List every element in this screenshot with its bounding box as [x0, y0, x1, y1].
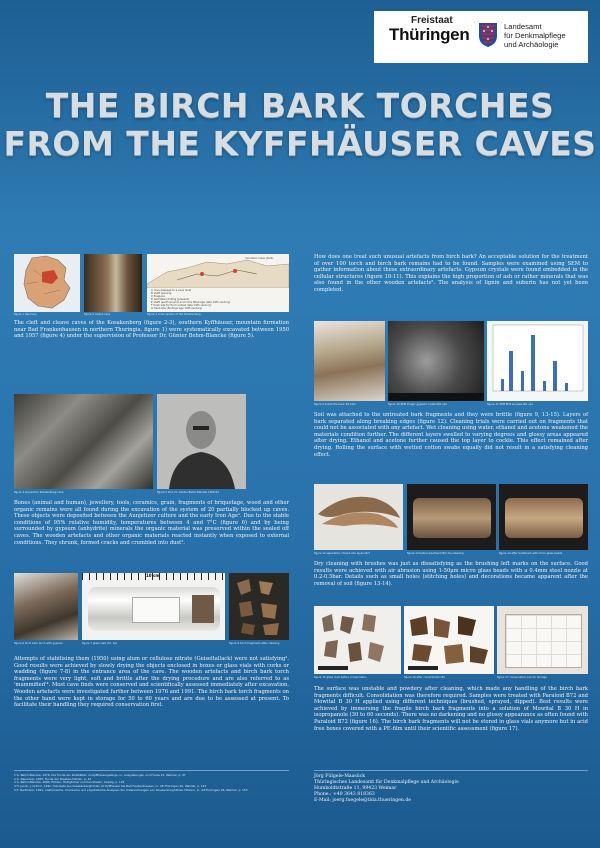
figure-9-caption: figure 9 inside the bark: B2 bark [314, 403, 356, 406]
reference-item: 3 G. Behm-Blancke, 1980, Höhlen, Heiligtümer und Kannibalen, Leipzig, p. 129 [14, 780, 125, 785]
reference-item: 2 G. Neumann, 1955, Funde der Kosaken-Höhlen, p. 42 [14, 776, 92, 781]
vial-cork [192, 595, 214, 623]
figure-2-cave-photo [84, 254, 142, 312]
thuringia-lion-crest-icon [478, 22, 498, 48]
figure-10-sem-photo [388, 321, 484, 401]
figure-9-bark-photo [314, 321, 385, 401]
figure-17-caption: figure 17 conservation box for storage [497, 676, 547, 679]
logo-agency [504, 22, 566, 49]
figure-3-legend [151, 289, 230, 310]
figure-3-caption: figure 3 cross section of the Kosakenberg [147, 313, 201, 316]
sem-databar [388, 393, 484, 401]
figure-12-caption: figure 12 separation of bark into layers B/1 [314, 552, 370, 555]
figure-6-torch-photo [14, 573, 78, 640]
paragraph-intro: The cleft and cleave caves of the Kosakenberg (figure 2-3), southern Kyffhäuser, mountain formation near Bad Frankenhausen in northern Thuringia, figure 1) were systematically excavated between 1950 and 1957 (figure 4) under the supervision of Professor Dr. Günter Behm-Blancke (figure 5). [14, 320, 289, 340]
figure-13-before-photo [407, 484, 496, 550]
figure-11-caption: figure 11 SEM EDS analysis B/1 sp1 [487, 403, 534, 406]
figure-4-caption: figure 4 excavation Kosakenberg cave [14, 491, 64, 494]
figure-11-eds-spectrum [487, 321, 588, 401]
glass-vial [88, 587, 220, 631]
logo-thuringen: Thüringen [389, 25, 470, 44]
legend-item: G fresh site (findings age 19th century) [151, 307, 203, 310]
figure-2-caption: figure 2 cleave cave [84, 313, 111, 316]
figure-14-after-photo [499, 484, 588, 550]
legend-item: A cave passage to a cave level [151, 289, 192, 292]
figure-7-caption: figure 7 glass vials (fcl. 1p) [82, 642, 118, 645]
figure-4-excavation-photo [14, 394, 153, 489]
figure-1-map [14, 254, 80, 312]
logo-agency-line: und Archäologie [504, 40, 559, 49]
figure-3-cross-section-diagram [147, 254, 289, 312]
logo-agency-line: Landesamt [504, 22, 542, 31]
logo-agency-line: für Denkmalpflege [504, 31, 566, 40]
figure-15-caption: figure 15 glass vials before conservation [314, 676, 367, 679]
legend-item: E shaft (earth-bound) and rocks filled age (late 19th century) [151, 301, 231, 304]
contact-org: Thüringisches Landesamt für Denkmalpflege und Archäologie [314, 780, 459, 785]
bark-fragment [413, 498, 491, 538]
paragraph-how: How does one treat such unusual artefacts from birch bark? An acceptable solution for the treatment of over 100 torch and birch bark remains had to be found. Samples were examined using SEM to gather information about these extraordinary artefacts. Gypsum crystals were found embedded in the cellular structures (figure 10-11). This explains the high proportion of ash or rather minerals that was also found in the other wooden artefacts⁵. The analysis of lignin and suberin has not yet been completed. [314, 254, 588, 293]
legend-item: D permitted drilling (present) [151, 298, 190, 301]
legend-item: B shaft opening [151, 292, 172, 295]
figure-10-caption: figure 10 SEM image: gypsum crystal B/1 sp1 [388, 403, 448, 406]
figure-5-portrait-photo [157, 394, 246, 489]
reference-item: 5 K. Bartmann, 1991, Anatomische, chemische und physikalische Analysen der Untersuchungen von Kosakenberghöhlen-Hölzern, in: Alt-Thüringen 26, Weimar, p. 153 [14, 787, 248, 792]
title-line-2: FROM THE KYFFHÄUSER CAVES [3, 124, 597, 163]
figure-16-consolidated-photo [404, 606, 494, 674]
legend-item: C fireplace [151, 295, 165, 298]
reference-item: 4 H. Jacob, J. Grimm, 1991, Holzreste aus Kosakenberghöhlen im Kyffhäuser bei Bad Frankenhausen, in: Alt-Thüringen 26, Weimar, p. 143 [14, 784, 207, 789]
legend-item: F fresh site for find context (late 19th century) [151, 304, 212, 307]
figure-7-glass-vial-photo [82, 573, 225, 640]
title-line-1: THE BIRCH BARK TORCHES [45, 86, 555, 125]
paragraph-soil: Soil was attached to the untreated bark fragments and they were brittle (figure 9, 13-15). Layers of bark separated along breaking edges (figure 12). Cleaning trials were carried out on fragments that could not be associated with any artefact. Wet cleaning using water, ethanol and acetone weakened the materials condition further. The different layers swelled to varying degrees and glossy areas appeared after drying. Ethanol and acetone further caused the top layer to cockle. This effect remained after drying. Rolling the surface with wetted cotton swabs equally did not result in a satisfying cleaning effect. [314, 412, 588, 458]
figure-5-caption: figure 5 Prof. Dr. Günter Behm-Blancke 1908-94 [157, 491, 219, 494]
ruler-label: 10 cm [146, 573, 160, 578]
logo-box [374, 11, 588, 63]
figure-16-caption: figure 16 after consolidation B2 [404, 676, 445, 679]
paragraph-attempts: Attempts of stabilising them (1950) using alum or cellulose nitrate (Geiseltallack) were not satisfying². Good results were achieved by slowly drying the objects enclosed in boxes or glass vials with corks or wadding (figure 7-8) in the entrance area of the cave. The wooden artefacts and birch bark torch fragments were very light, soft and brittle after the drying procedure and are also referred to as 'mummified'⁴. Most cave finds were conserved and scientifically assessed immediately after excavation. Wooden artefacts were investigated further between 1976 and 1991. The birch bark torch fragments on the other hand were kept in storage for 50 to 60 years and are due to be assessed at present. To facilitate their handling they required conservation first. [14, 656, 289, 709]
contact-name: Jörg Fülgele-Maasück [314, 774, 366, 779]
footer-divider-left [14, 770, 289, 771]
figure-3-label: mountain mass (bulk) [245, 257, 274, 260]
figure-6-caption: figure 6 birch bark torch with gypsum [14, 642, 63, 645]
logo-freistaat: Freistaat [411, 15, 453, 26]
footer-divider-right [314, 770, 588, 771]
contact-phone: Phone.: +49 3643 818363 [314, 792, 375, 797]
figure-14-caption: figure 14 after treatment with micro-glass beads [499, 552, 563, 555]
contact-email-link[interactable]: E-Mail: joerg.fuegele@tlda.thueringen.de [314, 798, 412, 803]
figure-8-caption: figure 8 torch fragments after cleaning [229, 642, 280, 645]
figure-8-fragments-photo [229, 573, 289, 640]
figure-17-storage-box-photo [497, 606, 588, 674]
storage-box [505, 614, 582, 668]
contact-block [314, 774, 588, 804]
paragraph-dry: Dry cleaning with brushes was just as dissatisfying as the brushing left marks on the surface. Good results were achieved with air abrasion using 1-50µm micro glass beads with a 0.4mm steel nozzle at 0.2-0.5bar. Details such as small holes (stitching holes) and decorations became apparent after the removal of soil (figure 13-14). [314, 561, 588, 587]
paragraph-surface: The surface was unstable and powdery after cleaning, which made any handling of the birch bark fragments difficult. Consolidation was therefore required. Samples were treated with Paraloid B72 and Mowital B 30 H applied using different techniques (brushed, sprayed, dipped). Best results were achieved by immersing the fragile birch bark fragments into a solution of Mowital B 30 H in isopropanole (30 to 60 seconds). There was no darkening and no glossy appearance as often found with Paraloid B72 (figure 16). The birch bark fragments will not be stored in glass vials anymore but in acid free boxes covered with a PE-film until their scientific assessment (figure 17). [314, 686, 588, 732]
figure-15-vials-photo [314, 606, 401, 674]
figure-1-caption: figure 1 Germany [14, 313, 37, 316]
figure-13-caption: figure 13 before treatment B/2 dry cleaning [407, 552, 464, 555]
paragraph-bones: Bones (animal and human), jewellery, tools, ceramics, grain, fragments of briquetage, wood and other organic remains were all found during the excavation of the system of 20 partially blocked up caves. These objects were deposited between the Aunjetizer culture and the early Iron Age¹. Due to the stable conditions of 95% relative humidity, temperatures between 4 and 7°C (figure 6) and by being surrounded by gypsum (anhydrite) minerals the organic material was preserved within the sealed off caves. The wooden artefacts and other organic materials reacted instantly when exposed to external conditions. They shrunk, formed cracks and crumbled into dust². [14, 500, 289, 546]
vial-label [132, 597, 180, 623]
reference-item: 1 G. Behm-Blancke, 1976, Die Funde der Kultstätten im Kyffhäusergebirge, in: Ausgrabungen und Funde 21, Weimar, p. 97 [14, 773, 186, 777]
references [14, 774, 292, 793]
contact-street: Humboldtstraße 11, 99423 Weimar [314, 786, 397, 791]
bark-fragment [505, 498, 583, 538]
figure-12-bark-layers-photo [314, 484, 403, 550]
